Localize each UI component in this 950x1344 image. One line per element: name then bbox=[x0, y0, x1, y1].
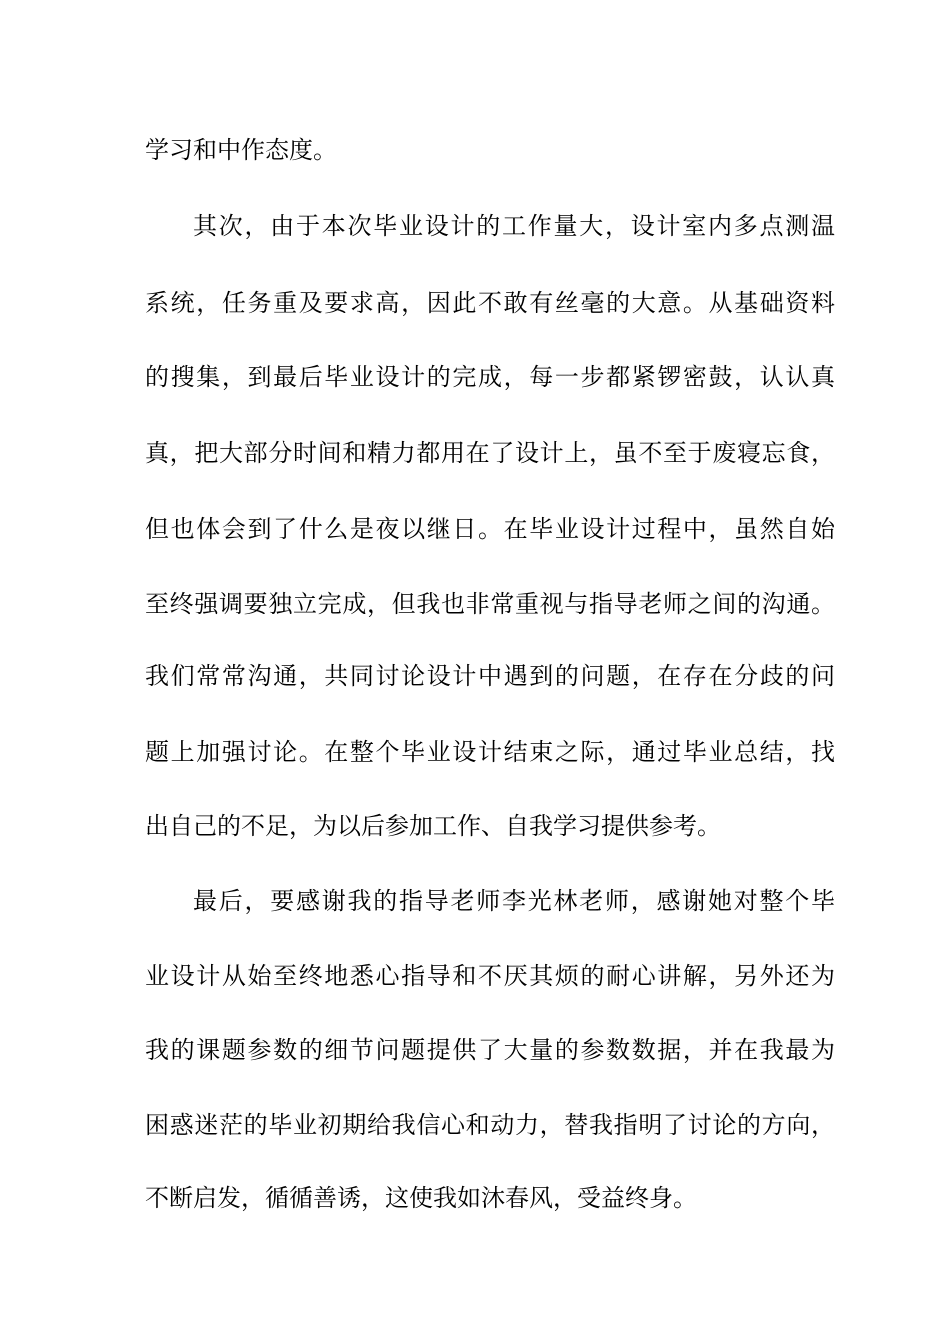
paragraph-2-line-7: 我们常常沟通，共同讨论设计中遇到的问题，在存在分歧的问 bbox=[145, 662, 835, 690]
paragraph-1-end-line: 学习和中作态度。 bbox=[145, 136, 337, 164]
paragraph-3-line-3: 我的课题参数的细节问题提供了大量的参数数据，并在我最为 bbox=[145, 1036, 835, 1064]
paragraph-2-line-1: 其次，由于本次毕业设计的工作量大，设计室内多点测温 bbox=[193, 212, 835, 240]
paragraph-2-line-4: 真，把大部分时间和精力都用在了设计上，虽不至于废寝忘食， bbox=[145, 439, 835, 467]
paragraph-2-line-5: 但也体会到了什么是夜以继日。在毕业设计过程中，虽然自始 bbox=[145, 515, 835, 543]
paragraph-3-line-5: 不断启发，循循善诱，这使我如沐春风，受益终身。 bbox=[145, 1184, 697, 1212]
paragraph-2-line-8: 题上加强讨论。在整个毕业设计结束之际，通过毕业总结，找 bbox=[145, 738, 835, 766]
paragraph-3-line-4: 困惑迷茫的毕业初期给我信心和动力，替我指明了讨论的方向， bbox=[145, 1111, 835, 1139]
paragraph-2-line-2: 系统，任务重及要求高，因此不敢有丝毫的大意。从基础资料 bbox=[145, 289, 835, 317]
paragraph-3-line-1: 最后，要感谢我的指导老师李光林老师，感谢她对整个毕 bbox=[193, 887, 835, 915]
paragraph-2-line-3: 的搜集，到最后毕业设计的完成，每一步都紧锣密鼓，认认真 bbox=[145, 363, 835, 391]
paragraph-2-line-9: 出自己的不足，为以后参加工作、自我学习提供参考。 bbox=[145, 812, 721, 840]
paragraph-3-line-2: 业设计从始至终地悉心指导和不厌其烦的耐心讲解，另外还为 bbox=[145, 962, 835, 990]
paragraph-2-line-6: 至终强调要独立完成，但我也非常重视与指导老师之间的沟通。 bbox=[145, 590, 835, 618]
